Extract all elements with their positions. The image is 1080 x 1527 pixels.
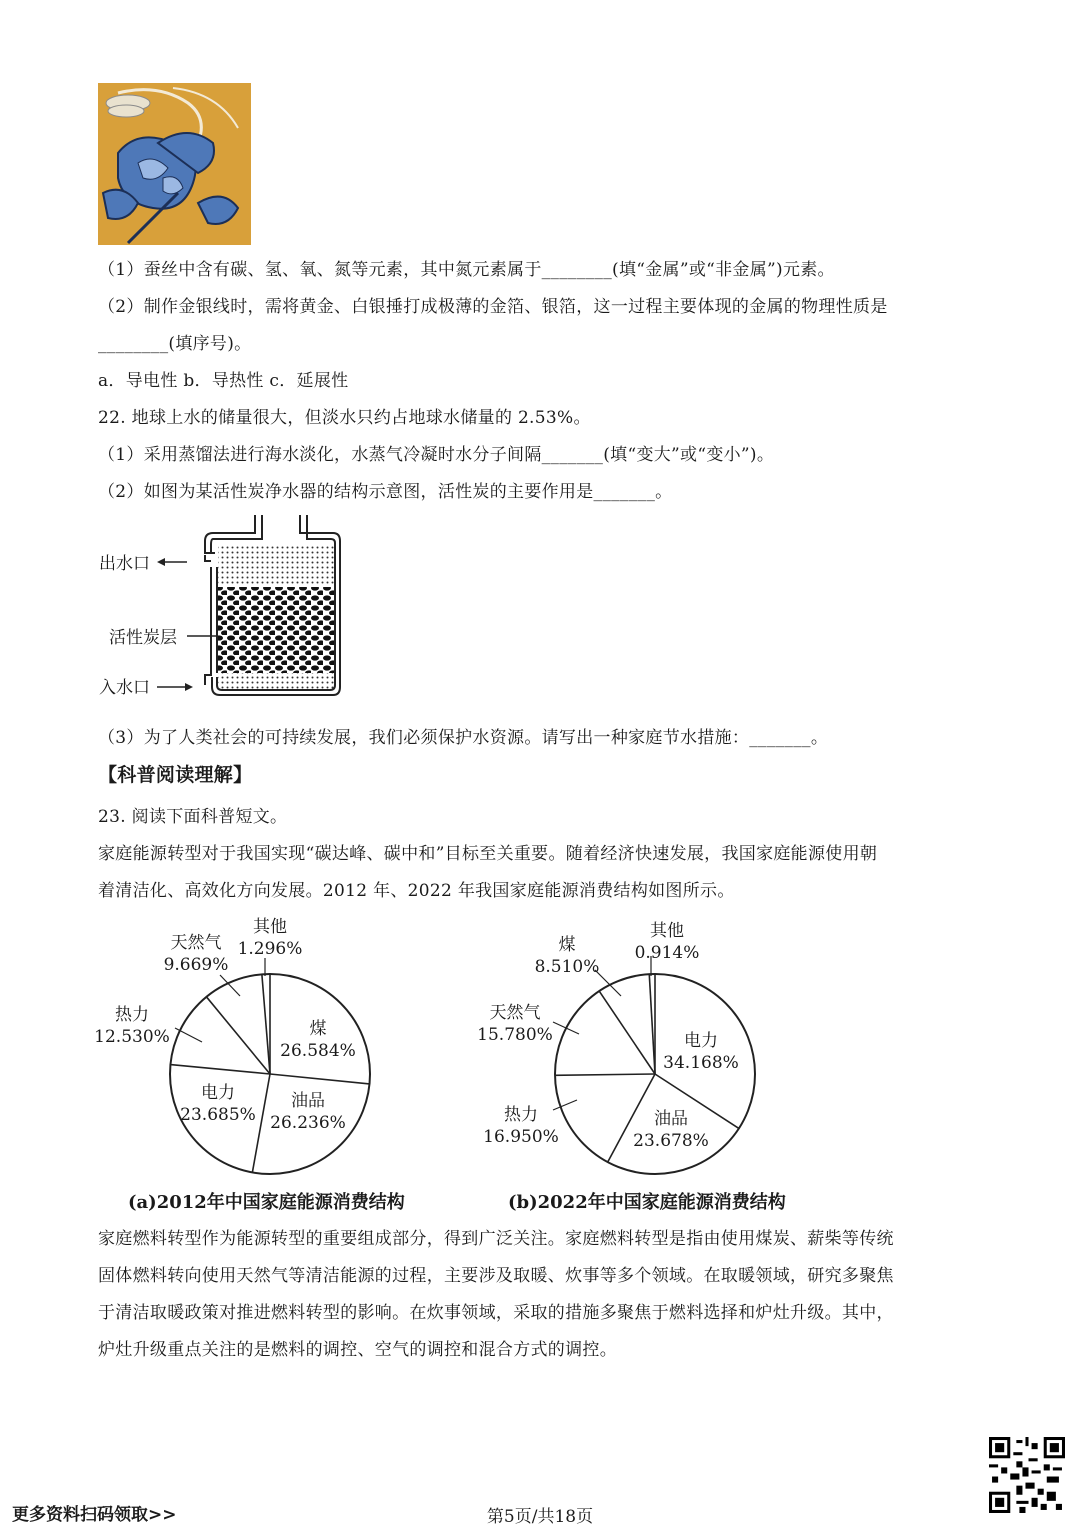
page-number: 第5页/共18页 bbox=[486, 1507, 594, 1527]
outlet-label: 出水口 bbox=[99, 554, 150, 574]
q23-para1-line2: 着清洁化、高效化方向发展。2012 年、2022 年我国家庭能源消费结构如图所示。 bbox=[98, 881, 735, 901]
q23-para2-line2: 固体燃料转向使用天然气等清洁能源的过程，主要涉及取暖、炊事等多个领域。在取暖领域，研究多聚焦 bbox=[98, 1266, 894, 1286]
pie-slice-name-煤: 煤 bbox=[558, 935, 576, 955]
pie-slice-name-其他: 其他 bbox=[650, 921, 684, 941]
pie-slice-name-油品: 油品 bbox=[291, 1091, 325, 1111]
pie-caption-2012: (a)2012年中国家庭能源消费结构 bbox=[128, 1192, 405, 1213]
q23-para2-line1: 家庭燃料转型作为能源转型的重要组成部分，得到广泛关注。家庭燃料转型是指由使用煤炭、薪柴等传统 bbox=[98, 1229, 894, 1249]
section-title: 【科普阅读理解】 bbox=[98, 764, 253, 786]
pie-slice-name-油品: 油品 bbox=[654, 1109, 688, 1129]
water-purifier-diagram bbox=[95, 515, 355, 710]
pie-slice-name-热力: 热力 bbox=[504, 1105, 538, 1125]
footer-promo: 更多资料扫码领取>> bbox=[12, 1505, 177, 1525]
q22-stem: 22. 地球上水的储量很大，但淡水只约占地球水储量的 2.53%。 bbox=[98, 408, 591, 428]
q21-sub2-line1: （2）制作金银线时，需将黄金、白银捶打成极薄的金箔、银箔，这一过程主要体现的金属的物理性质是 bbox=[98, 297, 888, 317]
pie-slice-name-天然气: 天然气 bbox=[489, 1003, 541, 1023]
pie-slice-value-电力: 34.168% bbox=[663, 1053, 739, 1073]
q23-para1-line1: 家庭能源转型对于我国实现“碳达峰、碳中和”目标至关重要。随着经济快速发展，我国家庭能源使用朝 bbox=[98, 844, 878, 864]
pie-caption-2022: (b)2022年中国家庭能源消费结构 bbox=[508, 1192, 786, 1213]
pie-slice-value-其他: 0.914% bbox=[634, 943, 700, 963]
pie-slice-value-天然气: 15.780% bbox=[477, 1025, 553, 1045]
q23-stem: 23. 阅读下面科普短文。 bbox=[98, 807, 288, 827]
pie-slice-value-电力: 23.685% bbox=[180, 1105, 256, 1125]
pie-slice-value-天然气: 9.669% bbox=[163, 955, 229, 975]
pie-slice-name-电力: 电力 bbox=[684, 1031, 718, 1051]
embroidery-image bbox=[98, 83, 251, 245]
q22-sub3: （3）为了人类社会的可持续发展，我们必须保护水资源。请写出一种家庭节水措施：_______。 bbox=[98, 728, 829, 748]
pie-slice-value-热力: 16.950% bbox=[483, 1127, 559, 1147]
pie-slice-name-热力: 热力 bbox=[115, 1005, 149, 1025]
q21-options: a．导电性 b．导热性 c．延展性 bbox=[98, 371, 349, 391]
pie-slice-name-其他: 其他 bbox=[253, 917, 287, 937]
q22-sub2: （2）如图为某活性炭净水器的结构示意图，活性炭的主要作用是_______。 bbox=[98, 482, 673, 502]
pie-slice-value-煤: 26.584% bbox=[280, 1041, 356, 1061]
pie-chart-2012 bbox=[90, 910, 410, 1180]
pie-slice-name-天然气: 天然气 bbox=[170, 933, 222, 953]
pie-slice-name-电力: 电力 bbox=[201, 1083, 235, 1103]
pie-slice-value-煤: 8.510% bbox=[534, 957, 600, 977]
q21-sub1: （1）蚕丝中含有碳、氢、氧、氮等元素，其中氮元素属于________(填“金属”或“非金属”)元素。 bbox=[98, 260, 835, 280]
pie-chart-2022 bbox=[475, 910, 795, 1180]
q22-sub1: （1）采用蒸馏法进行海水淡化，水蒸气冷凝时水分子间隔_______(填“变大”或“变小”)。 bbox=[98, 445, 775, 465]
q23-para2-line3: 于清洁取暖政策对推进燃料转型的影响。在炊事领域，采取的措施多聚焦于燃料选择和炉灶升级。其中， bbox=[98, 1303, 894, 1323]
inlet-label: 入水口 bbox=[99, 678, 150, 698]
q21-sub2-line2: ________(填序号)。 bbox=[98, 334, 252, 354]
carbon-layer-label: 活性炭层 bbox=[109, 628, 177, 648]
pie-slice-name-煤: 煤 bbox=[309, 1019, 327, 1039]
pie-slice-value-热力: 12.530% bbox=[94, 1027, 170, 1047]
pie-slice-value-其他: 1.296% bbox=[237, 939, 303, 959]
q23-para2-line4: 炉灶升级重点关注的是燃料的调控、空气的调控和混合方式的调控。 bbox=[98, 1340, 617, 1360]
pie-slice-value-油品: 26.236% bbox=[270, 1113, 346, 1133]
pie-slice-value-油品: 23.678% bbox=[633, 1131, 709, 1151]
